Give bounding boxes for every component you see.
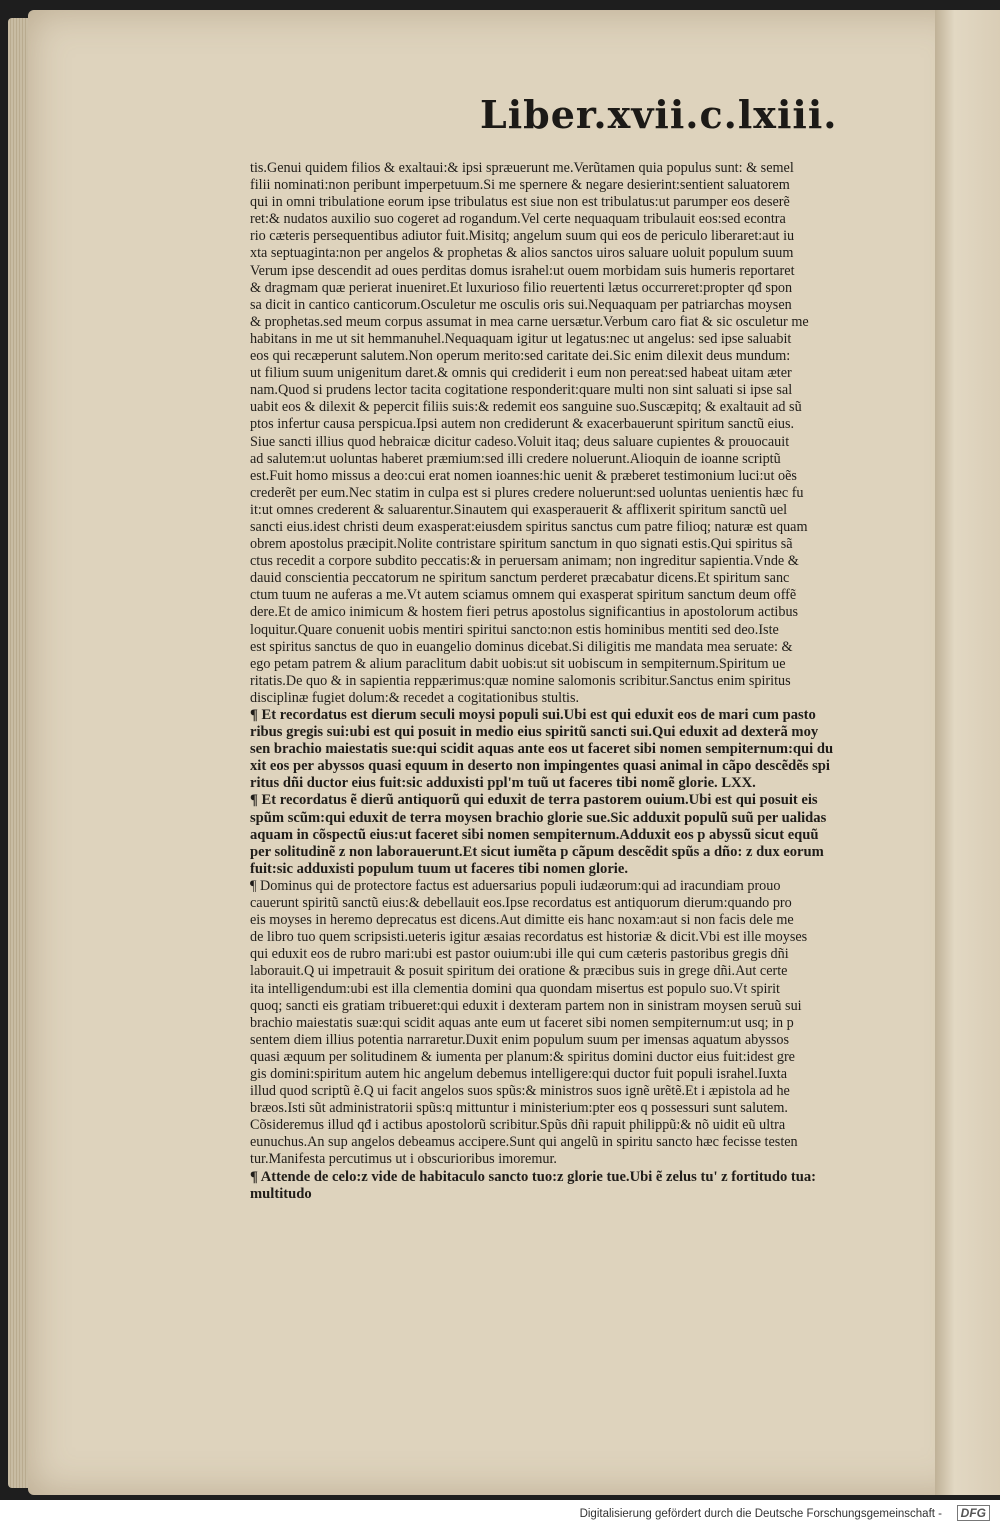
text-line: multitudo — [250, 1185, 312, 1202]
text-line: sen brachio maiestatis sue:qui scidit aquas ante eos ut faceret sibi nomen sempiternum:qui du — [250, 741, 834, 758]
text-line: bræos.Isti sũt administratorii spũs:q mittuntur i ministerium:pter eos q possessuri sunt salutem. — [250, 1100, 788, 1117]
text-line: xit eos per abyssos quasi equum in deserto non impingentes quasi animal in cãpo descẽdẽs spi — [250, 758, 830, 775]
text-line: Siue sancti illius quod hebraicæ dicitur cadeso.Voluit itaq; deus saluare cupientes & prouocauit — [250, 433, 790, 450]
text-line: ribus gregis sui:ubi est qui posuit in medio eius spiritũ sancti sui.Qui eduxit ad dexterã moy — [250, 724, 819, 741]
text-line: nam.Quod si prudens lector tacita cogitatione responderit:quare multi non sint saluati si ipse sal — [250, 382, 793, 399]
text-line: ego petam patrem & alium paraclitum dabit uobis:ut sit uobiscum in sempiternum.Spiritum ue — [250, 655, 786, 672]
text-line: ¶ Attende de celo:z vide de habitaculo sancto tuo:z glorie tue.Ubi ẽ zelus tu' z fortitudo tua: — [250, 1168, 817, 1185]
text-line: quasi æquum per solitudinem & iumenta per planum:& spiritus domini ductor eius fuit:idest gre — [250, 1048, 795, 1065]
text-line: ritus dñi ductor eius fuit:sic adduxisti ppl'm tuũ ut faceres tibi nomẽ glorie. LXX. — [250, 775, 756, 792]
text-line: uabit eos & dilexit & pepercit filiis suis:& redemit eos sanguine suo.Suscæpitq; & exaltauit ad sũ — [250, 399, 802, 416]
text-line: habitans in me ut sit hemmanuhel.Nequaquam igitur ut legatus:nec ut angelus: sed ipse saluabit — [250, 330, 792, 347]
text-line: rio cæteris persequentibus adiutor fuit.Misitq; angelum suum qui eos de periculo liberaret:aut iu — [250, 228, 795, 245]
text-line: cauerunt spiritũ sanctũ eius:& debellauit eos.Ipse recordatus est antiquorum dierum:quando pro — [250, 895, 792, 912]
text-line: xta septuaginta:non per angelos & prophetas & alios sanctos uiros saluare uoluit populum suum — [250, 245, 794, 262]
text-line: de libro tuo quem scripsisti.ueteris igitur æsaias recordatus est historiæ & dicit.Vbi est ille moyses — [250, 929, 808, 946]
text-line: eos qui recæperunt salutem.Non operum merito:sed caritate dei.Sic enim dilexit deus mundum: — [250, 348, 791, 365]
text-line: it:ut omnes crederent & saluarentur.Sinautem qui exasperauerit & afflixerit spiritum sanctũ uel — [250, 501, 788, 518]
text-line: ad salutem:ut uoluntas haberet præmium:sed illi credere noluerunt.Alioquin de ioanne scriptũ — [250, 450, 781, 467]
text-line: ctum tuum ne auferas a me.Vt autem sciamus omnem qui exasperat spiritum sanctum deum offẽ — [250, 587, 797, 604]
page-header: Liber.xvii.c.lxiii. — [480, 92, 838, 137]
text-line: brachio maiestatis suæ:qui scidit aquas ante eum ut faceret sibi nomen sempiternum:ut usq; in p — [250, 1014, 794, 1031]
text-line: filii nominati:non peribunt imperpetuum.Si me spernere & negare desierint:sentient saluatorem — [250, 177, 790, 194]
text-line: eis moyses in heremo deprecatus est dicens.Aut dimitte eis hanc noxam:aut si non facis dele me — [250, 912, 794, 929]
text-line: sancti eius.idest christi deum exasperat:eiusdem spiritus sanctus cum patre filioq; naturæ est quam — [250, 518, 808, 535]
text-line: aquam in cõspectũ eius:ut faceret sibi nomen sempiternum.Adduxit eos p abyssũ sicut equũ — [250, 826, 819, 843]
text-line: gis domini:spiritum autem hic angelum debemus intelligere:qui ductor fuit populi israhel.Iuxta — [250, 1065, 788, 1082]
text-line: illud quod scriptũ ẽ.Q ui facit angelos suos spũs:& ministros suos ignẽ urẽtẽ.Et i æpistola ad he — [250, 1083, 790, 1100]
text-line: obrem apostolus præcipit.Nolite contristare spiritum sanctum in quo signati estis.Qui spiritus sã — [250, 536, 793, 553]
footer-bar — [0, 1500, 1000, 1529]
text-line: laborauit.Q ui impetrauit & posuit spiritum dei oratione & præcibus suis in grege dñi.Aut certe — [250, 963, 788, 980]
text-line: est spiritus sanctus de quo in euangelio dominus dicebat.Si diligitis me mandata mea seruate: & — [250, 638, 793, 655]
book-leaf-edge — [8, 18, 30, 1488]
text-line: sentem diem illius potentia narraretur.Duxit enim populum suum per imensas aquatum abyssos — [250, 1031, 790, 1048]
page-text-block — [250, 160, 920, 1203]
text-line: Cõsideremus illud qđ i actibus apostolorũ scribitur.Spũs dñi rapuit philippũ:& nõ uidit eũ ultra — [250, 1117, 786, 1134]
text-line: ptos infertur causa perspicua.Ipsi autem non crediderunt & exacerbauerunt spiritum sanctũ eius. — [250, 416, 795, 433]
text-line: & prophetas.sed meum corpus assumat in mea carne uersætur.Verbum caro fiat & sic osculetur me — [250, 313, 809, 330]
text-line: ctus recedit a corpore subdito peccatis:& in peruersam animam; non ingreditur sapientia.Vnde & — [250, 553, 799, 570]
text-line: Verum ipse descendit ad oues perditas domus israhel:ut ouem morbidam suis humeris reportaret — [250, 262, 795, 279]
text-line: dere.Et de amico inimicum & hostem fieri petrus apostolus significantius in apostolorum actibus — [250, 604, 799, 621]
text-line: dauid conscientia peccatorum ne spiritum sanctum perderet præcabatur dicens.Et spiritum sanc — [250, 570, 790, 587]
text-line: ¶ Et recordatus ẽ dierũ antiquorũ qui eduxit de terra pastorem ouium.Ubi est qui posuit eis — [250, 792, 818, 809]
text-line: ita intelligendum:ubi est illa clementia domini qua quondam misertus est populo suo.Vt spirit — [250, 980, 780, 997]
dfg-logo: DFG — [957, 1505, 990, 1521]
next-page-gutter — [935, 10, 1000, 1495]
text-line: & dragmam quæ perierat inueniret.Et luxurioso filio reuertenti lætus occurreret:propter qđ spon — [250, 279, 793, 296]
text-line: fuit:sic adduxisti populum tuum ut faceres tibi nomen glorie. — [250, 860, 628, 877]
text-line: tis.Genui quidem filios & exaltaui:& ipsi spræuerunt me.Verũtamen quia populus sunt: & semel — [250, 160, 794, 176]
text-line: ut filium suum unigenitum daret.& omnis qui crediderit i eum non pereat:sed habeat uitam æter — [250, 365, 792, 382]
text-line: sa dicit in cantico canticorum.Osculetur me osculis oris sui.Nequaquam per patriarchas moysen — [250, 296, 792, 313]
text-line: spũm scũm:qui eduxit de terra moysen brachio glorie sue.Sic adduxit populũ suũ per ualidas — [250, 809, 827, 826]
text-line: eunuchus.An sup angelos debeamus accipere.Sunt qui angelũ in spiritu sancto hæc fecisse testen — [250, 1134, 798, 1151]
text-line: ret:& nudatos auxilio suo cogeret ad rogandum.Vel certe nequaquam tribulauit eos:sed econtra — [250, 211, 786, 228]
text-line: qui eduxit eos de rubro mari:ubi est pastor ouium:ubi ille qui cum cæteris pastoribus gregis dñi — [250, 946, 789, 963]
text-line: ¶ Dominus qui de protectore factus est aduersarius populi iudæorum:qui ad iracundiam prouo — [250, 877, 781, 894]
funding-credit: Digitalisierung gefördert durch die Deutsche Forschungsgemeinschaft - — [579, 1508, 942, 1520]
text-line: per solitudinẽ z non laborauerunt.Et sicut iumẽta p cãpum descẽdit spũs a dño: z dux eorum — [250, 843, 824, 860]
text-line: disciplinæ fugiet dolum:& recedet a cogitationibus stultis. — [250, 689, 580, 706]
text-line: ritatis.De quo & in sapientia reppærimus:quæ nomine salomonis scribitur.Sanctus enim spiritus — [250, 672, 791, 689]
text-line: crederẽt per eum.Nec statim in culpa est si plures credere noluerunt:sed uoluntas uenientis hæc fu — [250, 484, 804, 501]
text-line: loquitur.Quare conuenit uobis mentiri spiritui sancto:non estis hominibus mentiti sed deo.Iste — [250, 621, 779, 638]
text-line: quoq; sancti eis gratiam tribueret:qui eduxit i dexteram partem non in sinistram moysen seruũ sui — [250, 997, 802, 1014]
text-line: tur.Manifesta percutimus ut i obscurioribus imoremur. — [250, 1151, 557, 1168]
text-line: qui in omni tribulatione eorum ipse tribulatus est siue non est tribulatus:ut parumper eos deserẽ — [250, 194, 790, 211]
text-line: ¶ Et recordatus est dierum seculi moysi populi sui.Ubi est qui eduxit eos de mari cum pasto — [250, 707, 816, 723]
text-line: est.Fuit homo missus a deo:cui erat nomen ioannes:hic uenit & præberet testimonium luci:ut oẽs — [250, 467, 797, 484]
